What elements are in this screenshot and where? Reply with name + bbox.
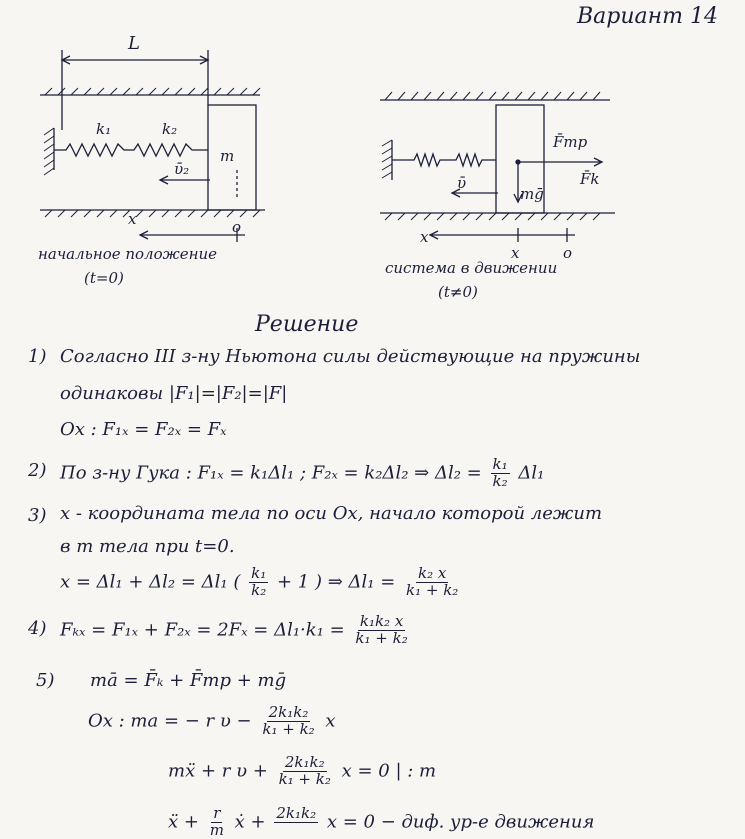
step-5-line-2-fraction-den: k₁ + k₂ [262,719,315,738]
step-4-fraction [353,614,409,647]
step-5-line-2-b: x [325,710,336,732]
step-3-fraction-2-den: k₁ + k₂ [406,580,459,599]
step-4-fraction-num: k₁k₂ x [359,612,404,630]
velocity-label: ῡ [457,174,467,192]
position-x-label: x [511,244,520,262]
step-5-line-4-fraction-2 [274,806,318,839]
step-5-line-2-a: Ox : ma = − r υ − [88,710,252,732]
velocity-v2-label: ῡ₂ [174,160,190,178]
step-5-line-4-c: x = 0 − диф. ур-е движения [326,811,595,833]
step-2-number: 2) [28,460,47,481]
step-1-number: 1) [28,346,47,367]
step-1-line-2: одинаковы |F₁|=|F₂|=|F| [60,383,288,404]
step-5-line-2-fraction [260,705,316,738]
step-3-number: 3) [28,505,47,526]
step-4-number: 4) [28,618,47,639]
step-3-expr-a: x = Δl₁ + Δl₂ = Δl₁ ( [60,571,241,593]
step-5-line-4-fraction-2-num: 2k₁k₂ [276,804,317,822]
variant-label: Вариант 14 [577,4,718,29]
step-5-line-2-fraction-num: 2k₁k₂ [268,703,309,721]
spring-force-label: F̄k [580,170,600,188]
right-origin-label: o [563,244,573,262]
step-3-fraction-1-num: k₁ [251,564,267,582]
step-5-line-3-fraction-den: k₁ + k₂ [278,769,331,788]
step-2-fraction-den: k₂ [492,471,508,490]
step-5-line-3-a: mẍ + r υ + [168,760,268,782]
step-3-fraction-2 [404,566,460,599]
right-caption-time: (t≠0) [438,283,478,301]
step-3-fraction-1-den: k₂ [251,580,267,599]
step-5-line-2 [88,705,336,738]
solution-heading: Решение [255,312,359,337]
step-5-number: 5) [36,670,55,691]
step-5-line-4-fraction-1-num: r [213,804,221,822]
dimension-L: L [128,33,140,54]
step-1-line-3: Ox : F₁ₓ = F₂ₓ = Fₓ [60,419,227,440]
step-4-text: Fₖₓ = F₁ₓ + F₂ₓ = 2Fₓ = Δl₁·k₁ = [60,619,345,641]
mass-label: m [220,147,235,165]
origin-label: o [232,218,242,236]
right-caption: система в движении [385,259,558,277]
friction-force-label: F̄тр [553,133,588,151]
left-diagram [30,30,310,280]
step-4-fraction-den: k₁ + k₂ [355,628,408,647]
step-5-line-4-a: ẍ + [168,811,199,833]
step-3-fraction-2-num: k₂ x [418,564,447,582]
step-5-line-3 [168,755,436,788]
step-2-fraction [491,457,510,490]
spring-k2-label: k₂ [162,120,178,138]
step-5-line-3-b: x = 0 | : m [341,760,437,782]
spring-k1-label: k₁ [96,120,112,138]
step-3-line-3 [60,566,463,599]
step-3-line-2: в m тела при t=0. [60,536,235,557]
step-5-line-3-fraction [277,755,333,788]
step-2-text: По з-ну Гука : F₁ₓ = k₁Δl₁ ; F₂ₓ = k₂Δl₂ ⇒ Δl₂ = [60,462,482,484]
step-5-line-3-fraction-num: 2k₁k₂ [284,753,325,771]
right-axis-x-label: x [420,228,429,246]
step-4-line [60,614,413,647]
left-caption: начальное положение [38,245,217,263]
axis-x-label: x [128,210,137,228]
step-1-line-1: Согласно III з-ну Ньютона силы действующие на пружины [60,346,641,367]
step-5-line-4-b: ẋ + [234,811,266,833]
left-caption-time: (t=0) [84,269,124,287]
step-2-tail: Δl₁ [518,462,545,484]
step-5-line-4-fraction-1 [208,806,226,839]
step-5-line-4-fraction-1-den: m [209,820,224,839]
step-5-line-1: mā = F̄ₖ + F̄тр + mḡ [90,670,287,691]
step-2-line [60,457,544,490]
step-5-line-4-fraction-2-den [292,823,301,839]
step-5-line-4 [168,806,594,839]
step-3-expr-b: + 1 ) ⇒ Δl₁ = [276,571,396,593]
step-2-fraction-num: k₁ [492,455,508,473]
step-3-fraction-1 [249,566,268,599]
gravity-label: mḡ [520,185,544,203]
step-3-line-1: x - координата тела по оси Ox, начало которой лежит [60,503,603,524]
